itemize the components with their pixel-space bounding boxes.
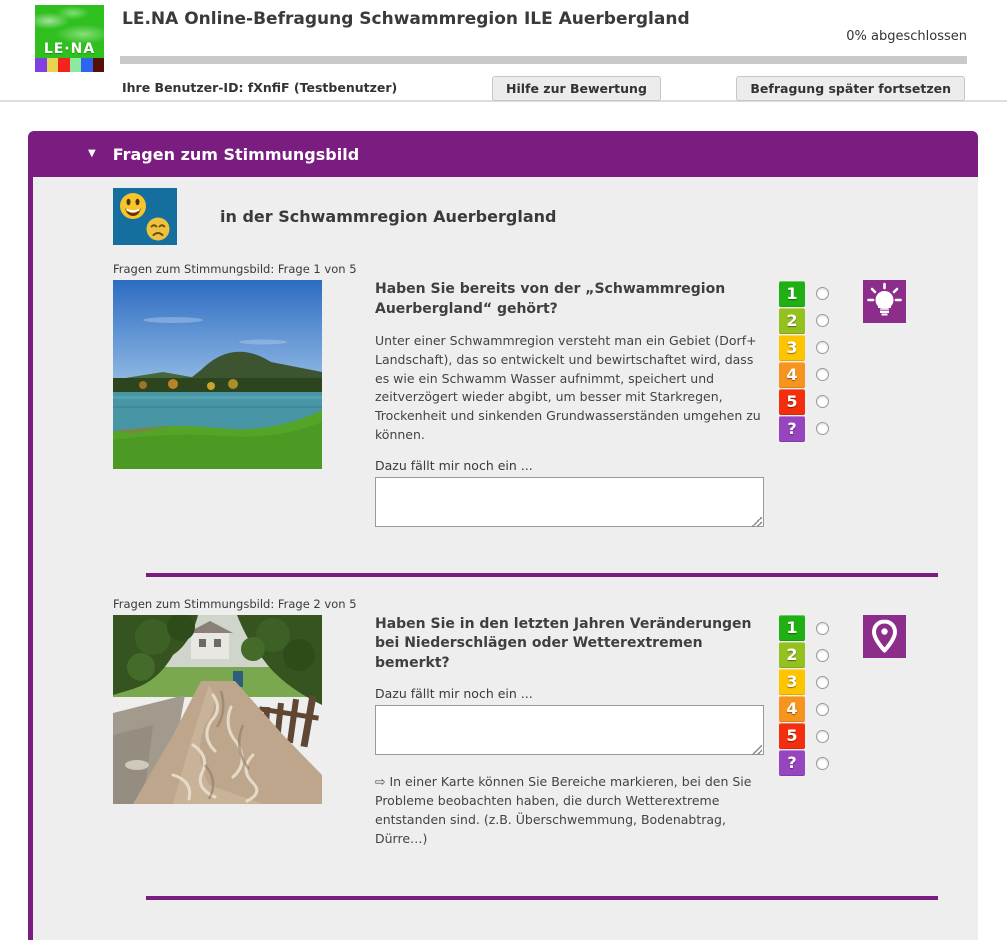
question-1-radio-unknown[interactable] <box>816 422 829 435</box>
group-header-bar[interactable] <box>28 131 978 177</box>
question-1-radio-1[interactable] <box>816 287 829 300</box>
question-2-radio-1[interactable] <box>816 622 829 635</box>
collapse-arrow-icon[interactable]: ▼ <box>88 148 96 159</box>
lena-logo-text: LE·NA <box>43 41 96 57</box>
question-1-comment-textarea[interactable] <box>375 477 764 527</box>
stripe-color <box>81 58 93 72</box>
stripe-color <box>70 58 82 72</box>
question-2-radio-5[interactable] <box>816 730 829 743</box>
user-id-label: Ihre Benutzer-ID: fXnfiF (Testbenutzer) <box>122 80 398 95</box>
scale-value-5: 5 <box>779 389 805 415</box>
question-1-caption: Fragen zum Stimmungsbild: Frage 1 von 5 <box>113 262 357 276</box>
scale-value-3: 3 <box>779 335 805 361</box>
lightbulb-icon <box>863 280 906 323</box>
question-block-1 <box>113 262 938 531</box>
question-1-description: Unter einer Schwammregion versteht man ein Gebiet (Dorf+ Landschaft), das so entwickelt und bewirtschaftet wird, dass es wie ein Schwamm Wasser aufnimmt, speichert und zeitverzögert wieder abgibt, um besser mit Starkregen, Trockenheit und sinkenden Grundwasserständen umgehen zu können. <box>375 333 761 442</box>
scale-value-4: 4 <box>779 696 805 722</box>
question-separator <box>146 573 938 577</box>
question-2-radio-4[interactable] <box>816 703 829 716</box>
question-1-radio-4[interactable] <box>816 368 829 381</box>
sad-emoji-icon <box>147 218 170 241</box>
scale-value-2: 2 <box>779 308 805 334</box>
question-separator <box>146 896 938 900</box>
scale-value-unknown: ? <box>779 750 805 776</box>
lena-logo[interactable] <box>35 5 104 72</box>
group-intro-title: in der Schwammregion Auerbergland <box>220 207 557 226</box>
survey-header <box>0 0 1007 102</box>
stripe-color <box>35 58 47 72</box>
question-2-caption: Fragen zum Stimmungsbild: Frage 2 von 5 <box>113 596 357 611</box>
question-1-radio-2[interactable] <box>816 314 829 327</box>
question-2-map-note: ⇨ In einer Karte können Sie Bereiche markieren, bei den Sie Probleme beobachten haben, die durch Wetterextreme entstanden sind. (z.B. Überschwemmung, Bodenabtrag, Dürre…) <box>375 774 752 846</box>
group-title: Fragen zum Stimmungsbild <box>112 144 360 164</box>
question-1-comment-label: Dazu fällt mir noch ein ... <box>375 457 533 473</box>
stripe-color <box>93 58 105 72</box>
scale-value-unknown: ? <box>779 416 805 442</box>
question-1-title: Haben Sie bereits von der „Schwammregion Auerbergland“ gehört? <box>375 281 726 317</box>
lake-landscape-photo <box>113 280 322 469</box>
scale-value-1: 1 <box>779 615 805 641</box>
happy-emoji-icon <box>120 193 146 219</box>
scale-value-2: 2 <box>779 642 805 668</box>
scale-value-1: 1 <box>779 281 805 307</box>
question-1-rating-scale <box>779 262 829 531</box>
stripe-color <box>58 58 70 72</box>
lena-logo-image <box>35 5 104 58</box>
flooded-road-photo <box>113 615 322 804</box>
scale-value-5: 5 <box>779 723 805 749</box>
resume-later-button[interactable]: Befragung später fortsetzen <box>736 76 965 101</box>
question-block-2 <box>113 597 938 849</box>
progress-bar <box>120 56 967 64</box>
question-2-rating-scale <box>779 597 829 849</box>
question-1-radio-5[interactable] <box>816 395 829 408</box>
stripe-color <box>47 58 59 72</box>
scale-value-4: 4 <box>779 362 805 388</box>
question-2-comment-textarea[interactable] <box>375 705 764 755</box>
page-title: LE.NA Online-Befragung Schwammregion ILE Auerbergland <box>122 9 690 29</box>
question-2-radio-3[interactable] <box>816 676 829 689</box>
mood-emoji-image <box>113 188 177 245</box>
question-2-radio-unknown[interactable] <box>816 757 829 770</box>
group-body <box>28 177 978 940</box>
group-intro <box>113 188 938 245</box>
question-2-title: Haben Sie in den letzten Jahren Veränderungen bei Niederschlägen oder Wetterextremen bemerkt? <box>375 615 752 671</box>
question-group <box>28 131 978 940</box>
question-1-radio-3[interactable] <box>816 341 829 354</box>
question-2-comment-label: Dazu fällt mir noch ein ... <box>375 686 533 702</box>
map-pin-icon <box>863 615 906 658</box>
progress-label: 0% abgeschlossen <box>846 29 967 44</box>
scale-value-3: 3 <box>779 669 805 695</box>
question-2-radio-2[interactable] <box>816 649 829 662</box>
lena-logo-color-stripe <box>35 58 104 72</box>
help-button[interactable]: Hilfe zur Bewertung <box>492 76 661 101</box>
